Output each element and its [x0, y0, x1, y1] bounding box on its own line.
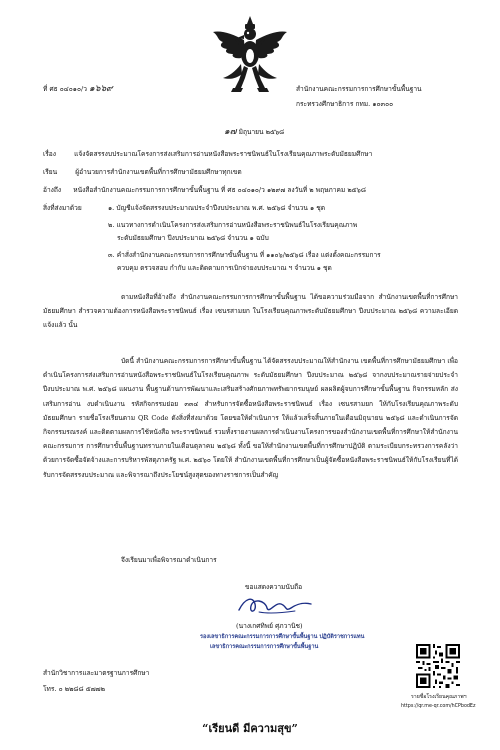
date-month-year: มิถุนายน ๒๕๖๘ — [238, 128, 285, 136]
attachment-item: ๓. คำสั่งสำนักงานคณะกรรมการการศึกษาขั้นพื้นฐาน ที่ ๑๑๐๖/๒๕๖๘ เรื่อง แต่งตั้งคณะกรรมการ — [108, 251, 381, 259]
attachments-label: สิ่งที่ส่งมาด้วย — [43, 204, 82, 212]
attachment-item: ควบคุม ตรวจสอบ กำกับ และติดตามการเบิกจ่ายงบประมาณ ฯ จำนวน ๑ ชุด — [117, 264, 332, 272]
attachment-item: ๑. บัญชีแจ้งจัดสรรงบประมาณประจำปีงบประมาณ พ.ศ. ๒๕๖๘ จำนวน ๑ ชุด — [108, 204, 325, 212]
signature-image — [235, 592, 315, 618]
closing-regards: ขอแสดงความนับถือ — [245, 583, 303, 591]
qr-url[interactable]: https://qr.me-qr.com/hCPbodEz — [401, 704, 476, 709]
signer-name: (นางเกศทิพย์ ศุภวานิช) — [236, 622, 303, 630]
recipient-line — [43, 167, 242, 177]
subject-label: เรื่อง — [43, 150, 56, 158]
document-number-handwritten: ๑๖๖๙ — [89, 84, 113, 94]
recipient-text: ผู้อำนวยการสำนักงานเขตพื้นที่การศึกษามัธยมศึกษาทุกเขต — [75, 168, 242, 176]
body-paragraph-2: บัดนี้ สำนักงานคณะกรรมการการศึกษาขั้นพื้นฐาน ได้จัดสรรงบประมาณให้สำนักงาน เขตพื้นที่การศึกษามัธยมศึกษา เพื่อดำเนินโครงการส่งเสริมการอ่านหนังสือพระราชนิพนธ์ในโรงเรียนคุณภาพ ระดับมัธยมศึกษา ปีงบประมาณ ๒๕๖๘ จากงบประมาณรายจ่ายประจำปีงบประมาณ พ.ศ. ๒๕๖๘ แผนงาน พื้นฐานด้านการพัฒนาและเสริมสร้างศักยภาพทรัพยากรมนุษย์ ผลผลิตผู้จบการศึกษาขั้นพื้นฐาน กิจกรรมหลัก ส่งเสริมการอ่าน งบดำเนินงาน รหัสกิจกรรมย่อย ๓๓๔ สำหรับการจัดซื้อหนังสือพระราชนิพนธ์ เรื่อง เซนรสามยก ให้กับโรงเรียนคุณภาพระดับมัธยมศึกษา รายชื่อโรงเรียนตาม QR Code ดังสิ่งที่ส่งมาด้วย โดยขอให้ดำเนินการ ให้แล้วเสร็จสิ้นภายในเดือนมิถุนายน ๒๕๖๘ และดำเนินการจัดกิจกรรมรณรงค์ และติดตามผลการใช้หนังสือ พระราชนิพนธ์ รวมทั้งรายงานผลการดำเนินงานโครงการของสำนักงานเขตพื้นที่การศึกษาให้สำนักงานคณะกรรมการ การศึกษาขั้นพื้นฐานทราบภายในเดือนตุลาคม ๒๕๖๘ ทั้งนี้ ขอให้สำนักงานเขตพื้นที่การศึกษาปฏิบัติ ตามระเบียบกระทรวงการคลังว่าด้วยการจัดซื้อจัดจ้างและการบริหารพัสดุภาครัฐ พ.ศ. ๒๕๖๐ โดยให้ สำนักงานเขตพื้นที่การศึกษาเป็นผู้จัดซื้อหนังสือพระราชนิพนธ์ให้กับโรงเรียนที่ได้รับการจัดสรรงบประมาณ และพิจารณาถึงประโยชน์สูงสุดของทางราชการเป็นสำคัญ — [43, 357, 458, 479]
body-paragraph-1: ตามหนังสือที่อ้างถึง สำนักงานคณะกรรมการการศึกษาขั้นพื้นฐาน ได้ขอความร่วมมือจาก สำนักงานเขตพื้นที่การศึกษามัธยมศึกษา สำรวจความต้องการหนังสือพระราชนิพนธ์ เรื่อง เซนรสามยก ในโรงเรียนคุณภาพระดับมัธยมศึกษา ปีงบประมาณ ๒๕๖๘ ความละเอียดแจ้งแล้ว นั้น — [43, 293, 458, 330]
subject-text: แจ้งจัดสรรงบประมาณโครงการส่งเสริมการอ่านหนังสือพระราชนิพนธ์ในโรงเรียนคุณภาพระดับมัธยมศึกษา — [74, 150, 373, 158]
document-number-prefix: ที่ ศธ ๐๔๐๑๐/ว — [43, 85, 87, 93]
signer-title-line2: เลขาธิการคณะกรรมการการศึกษาขั้นพื้นฐาน — [210, 644, 319, 650]
document-number — [43, 84, 113, 94]
recipient-label: เรียน — [43, 168, 58, 176]
footer-slogan: “เรียนดี มีความสุข” — [202, 722, 298, 735]
qr-code[interactable] — [416, 644, 460, 688]
subject-line — [43, 149, 372, 159]
attachment-item: ระดับมัธยมศึกษา ปีงบประมาณ ๒๕๖๘ จำนวน ๑ ฉบับ — [117, 234, 269, 242]
reference-text: หนังสือสำนักงานคณะกรรมการการศึกษาขั้นพื้นฐาน ที่ ศธ ๐๔๐๑๐/ว ๑๒๙๗ ลงวันที่ ๒ พฤษภาคม ๒๕๖๘ — [73, 186, 366, 194]
attachment-item: ๒. แนวทางการดำเนินโครงการส่งเสริมการอ่านหนังสือพระราชนิพนธ์ในโรงเรียนคุณภาพ — [108, 221, 358, 229]
footer-office: สำนักวิชาการและมาตรฐานการศึกษา — [43, 669, 150, 677]
reference-label: อ้างถึง — [43, 186, 62, 194]
date-day-handwritten: ๑๗ — [224, 127, 237, 137]
document-date — [224, 127, 284, 137]
garuda-emblem — [211, 14, 289, 96]
agency-address: กระทรวงศึกษาธิการ กทม. ๑๐๓๐๐ — [296, 100, 394, 108]
signer-title-line1: รองเลขาธิการคณะกรรมการการศึกษาขั้นพื้นฐาน ปฏิบัติราชการแทน — [200, 634, 365, 640]
reference-line — [43, 185, 366, 195]
body-paragraph-3: จึงเรียนมาเพื่อพิจารณาดำเนินการ — [121, 556, 217, 564]
qr-caption: รายชื่อโรงเรียนคุณภาพฯ — [411, 694, 467, 700]
agency-name: สำนักงานคณะกรรมการการศึกษาขั้นพื้นฐาน — [296, 85, 422, 93]
footer-phone: โทร. ๐ ๒๒๘๘ ๕๗๗๒ — [43, 685, 105, 693]
